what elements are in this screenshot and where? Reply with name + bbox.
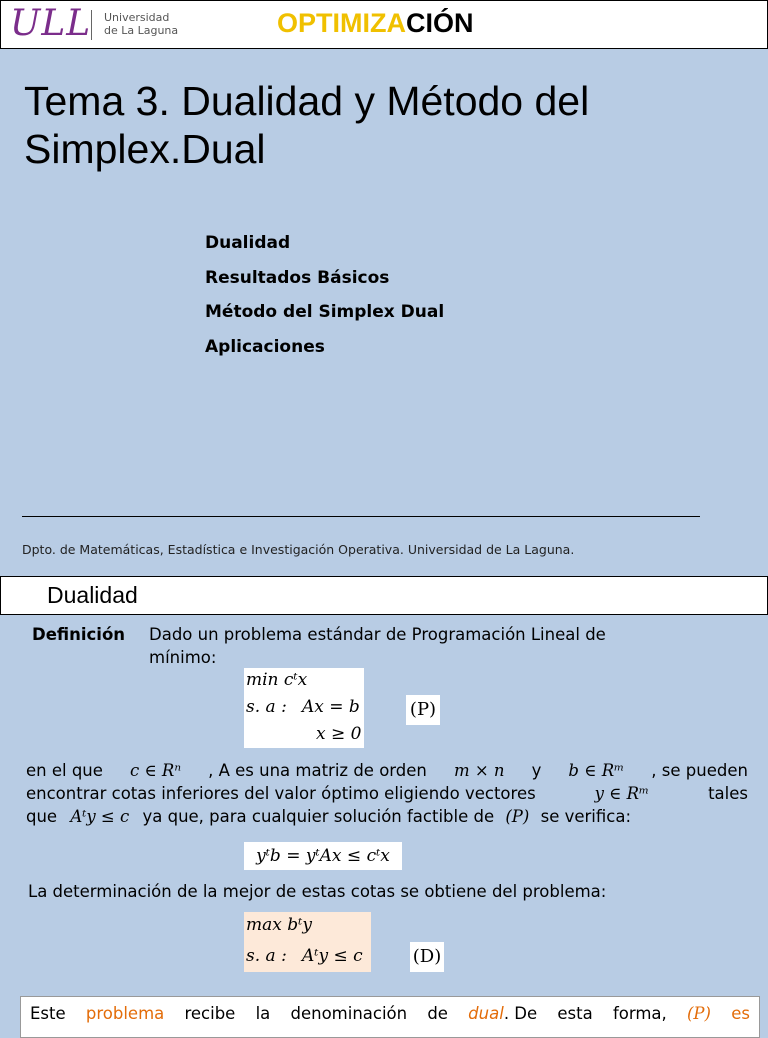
table-of-contents (205, 226, 444, 364)
dual-constraint: Aᵗy ≤ c (302, 946, 363, 966)
course-title (277, 8, 474, 39)
weak-duality-inequality: yᵗb = yᵗAx ≤ cᵗx (244, 842, 402, 870)
text: que (26, 807, 58, 826)
university-line-1: Universidad (104, 11, 170, 24)
section-title: Dualidad (47, 582, 138, 608)
definition-text-line-1: Dado un problema estándar de Programación Lineal de (149, 625, 606, 644)
dual-problem-box (244, 912, 371, 972)
university-line-2: de La Laguna (104, 24, 179, 37)
primal-constraint-label: s. a : (246, 697, 287, 717)
primal-objective: min cᵗx (246, 670, 308, 690)
word-dual: dual (468, 1004, 504, 1023)
word-highlight: problema (85, 1004, 165, 1023)
definition-text (149, 623, 689, 669)
course-title-accent: OPTIMIZA (277, 8, 406, 38)
text: ya que, para cualquier solución factible de (142, 807, 495, 826)
text: en el que (26, 761, 103, 780)
word: esta (557, 1004, 593, 1023)
math-m-by-n: m × n (453, 761, 505, 780)
word: recibe (184, 1004, 236, 1023)
toc-item: Resultados Básicos (205, 267, 390, 288)
math-p-highlight: (P) (687, 1004, 711, 1023)
slide-title-line-2: Simplex.Dual (24, 126, 266, 172)
word: denominación (290, 1004, 408, 1023)
math-y-in-rm: y ∈ Rᵐ (594, 784, 650, 803)
dual-constraint-label: s. a : (246, 946, 287, 966)
section-header (0, 576, 768, 615)
slide-title-line-1: Tema 3. Dualidad y Método del (24, 78, 590, 124)
primal-problem-box (244, 668, 364, 748)
math-c-in-rn: c ∈ Rⁿ (129, 761, 182, 780)
slide-title (24, 77, 724, 173)
text: se verifica: (540, 807, 632, 826)
primal-constraint: Ax = b (302, 697, 360, 717)
course-title-rest: CIÓN (406, 8, 474, 38)
word-highlight: es (731, 1004, 750, 1023)
dual-objective: max bᵗy (246, 915, 312, 935)
math-p: (P) (505, 807, 530, 826)
dual-definition-text (30, 1004, 750, 1023)
primal-label: (P) (406, 695, 440, 725)
text: tales (708, 784, 748, 803)
word: la (255, 1004, 271, 1023)
definition-paragraph (26, 759, 748, 828)
footer-rule (22, 516, 700, 517)
word: de (427, 1004, 448, 1023)
word: Este (30, 1004, 66, 1023)
department-footer: Dpto. de Matemáticas, Estadística e Investigación Operativa. Universidad de La Laguna. (22, 542, 575, 557)
dual-definition-box (20, 996, 760, 1038)
best-bound-paragraph: La determinación de la mejor de estas cotas se obtiene del problema: (28, 882, 607, 901)
math-b-in-rm: b ∈ Rᵐ (568, 761, 625, 780)
text: y (531, 761, 542, 780)
definition-text-line-2: mínimo: (149, 648, 217, 667)
math-aty-le-c: Aᵗy ≤ c (70, 807, 130, 826)
toc-item: Dualidad (205, 233, 291, 253)
word: . De (503, 1004, 538, 1023)
toc-item: Aplicaciones (205, 336, 325, 357)
text: , se pueden (651, 761, 748, 780)
toc-item: Método del Simplex Dual (205, 302, 445, 322)
university-name (104, 11, 178, 37)
primal-nonnegativity: x ≥ 0 (316, 724, 362, 744)
text: , A es una matriz de orden (208, 761, 427, 780)
logo-divider (91, 10, 92, 40)
ull-logo: ULL (10, 3, 92, 44)
word: forma, (612, 1004, 667, 1023)
text: encontrar cotas inferiores del valor óptimo eligiendo vectores (26, 784, 536, 803)
definition-label: Definición (32, 625, 126, 644)
dual-label: (D) (410, 942, 444, 972)
